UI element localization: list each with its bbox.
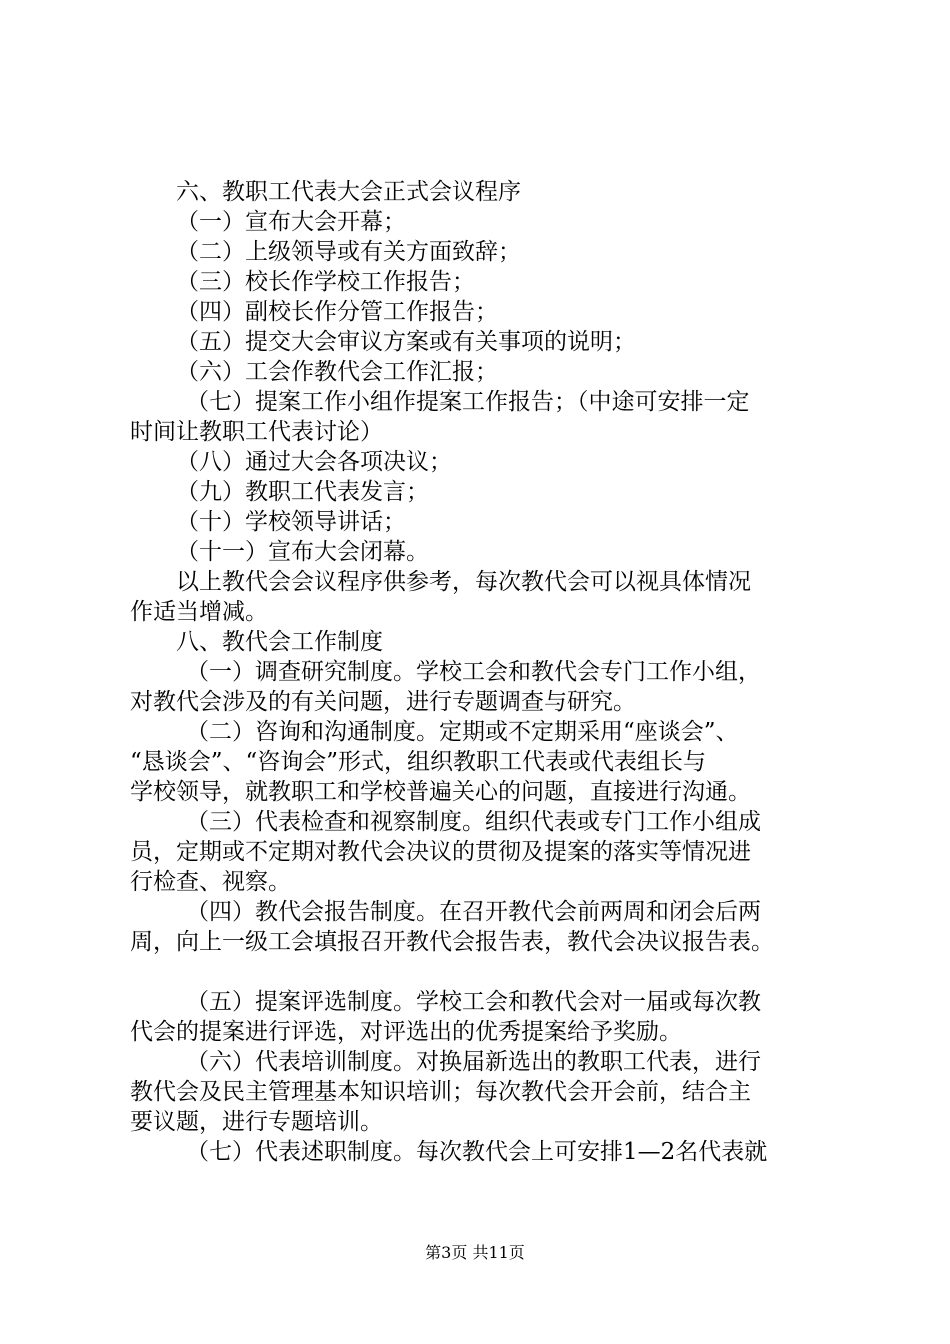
list-item: （六）工会作教代会工作汇报； bbox=[176, 359, 498, 385]
paragraph-line: （五）提案评选制度。学校工会和教代会对一届或每次教 bbox=[186, 989, 761, 1015]
paragraph-line: 作适当增减。 bbox=[130, 599, 268, 625]
document-body bbox=[130, 177, 836, 1167]
paragraph-line: “恳谈会”、“咨询会”形式，组织教职工代表或代表组长与 bbox=[130, 749, 707, 775]
list-item: （五）提交大会审议方案或有关事项的说明； bbox=[176, 329, 636, 355]
paragraph-line: 周，向上一级工会填报召开教代会报告表，教代会决议报告表。 bbox=[130, 929, 774, 955]
paragraph-line: 时间让教职工代表讨论） bbox=[130, 419, 383, 445]
paragraph-line: 学校领导，就教职工和学校普遍关心的问题，直接进行沟通。 bbox=[130, 779, 751, 805]
paragraph-line: （七）代表述职制度。每次教代会上可安排1—2名代表就 bbox=[186, 1139, 768, 1165]
list-item: （三）校长作学校工作报告； bbox=[176, 269, 475, 295]
list-item: （七）提案工作小组作提案工作报告；（中途可安排一定 bbox=[186, 389, 750, 415]
paragraph-line: 对教代会涉及的有关问题，进行专题调查与研究。 bbox=[130, 689, 636, 715]
paragraph-line: 员，定期或不定期对教代会决议的贯彻及提案的落实等情况进 bbox=[130, 839, 751, 865]
list-item: （九）教职工代表发言； bbox=[176, 479, 429, 505]
paragraph-line: 以上教代会会议程序供参考，每次教代会可以视具体情况 bbox=[176, 569, 751, 595]
list-item: （十）学校领导讲话； bbox=[176, 509, 406, 535]
paragraph-line: （三）代表检查和视察制度。组织代表或专门工作小组成 bbox=[186, 809, 761, 835]
list-item: （一）宣布大会开幕； bbox=[176, 209, 406, 235]
paragraph-line: （二）咨询和沟通制度。定期或不定期采用“座谈会”、 bbox=[186, 719, 739, 745]
list-item: （四）副校长作分管工作报告； bbox=[176, 299, 498, 325]
paragraph-line: 代会的提案进行评选，对评选出的优秀提案给予奖励。 bbox=[130, 1019, 682, 1045]
list-item: （二）上级领导或有关方面致辞； bbox=[176, 239, 521, 265]
page-footer bbox=[0, 1243, 950, 1263]
page-number: 第3页 共11页 bbox=[425, 1243, 525, 1262]
list-item: （十一）宣布大会闭幕。 bbox=[176, 539, 429, 565]
blank-line bbox=[130, 957, 836, 987]
section-heading: 八、教代会工作制度 bbox=[176, 629, 383, 655]
paragraph-line: （六）代表培训制度。对换届新选出的教职工代表，进行 bbox=[186, 1049, 761, 1075]
paragraph-line: 要议题，进行专题培训。 bbox=[130, 1109, 383, 1135]
list-item: （八）通过大会各项决议； bbox=[176, 449, 452, 475]
paragraph-line: 教代会及民主管理基本知识培训；每次教代会开会前，结合主 bbox=[130, 1079, 751, 1105]
paragraph-line: （四）教代会报告制度。在召开教代会前两周和闭会后两 bbox=[186, 899, 761, 925]
paragraph-line: 行检查、视察。 bbox=[130, 869, 291, 895]
paragraph-line: （一）调查研究制度。学校工会和教代会专门工作小组， bbox=[186, 659, 761, 685]
section-heading: 六、教职工代表大会正式会议程序 bbox=[176, 179, 521, 205]
